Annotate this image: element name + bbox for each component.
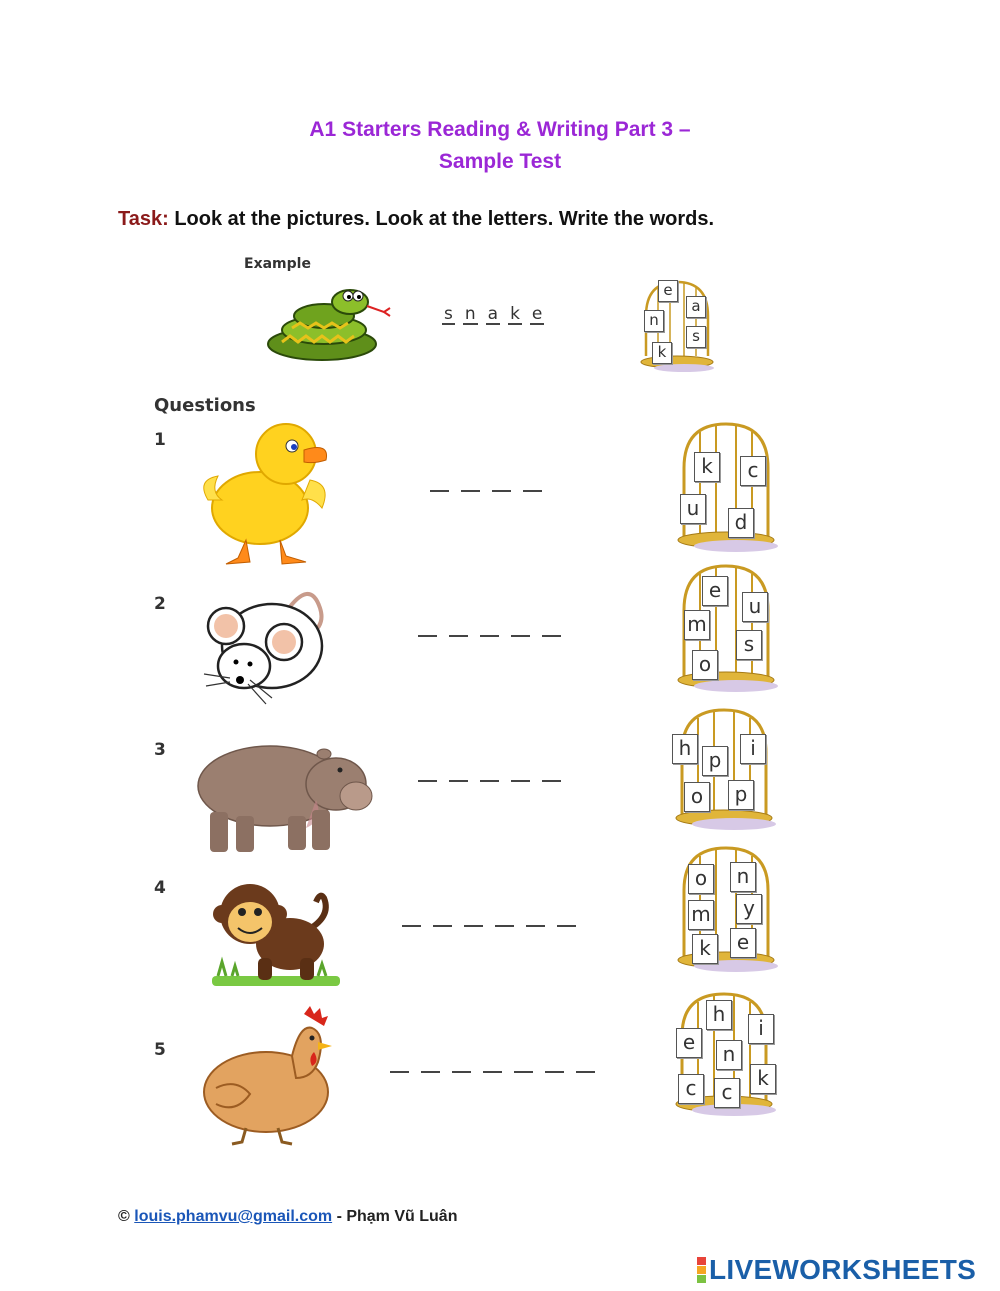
liveworksheets-brand-name: LIVEWORKSHEETS [709, 1254, 977, 1285]
cage-letter-tile: i [740, 734, 766, 764]
letter-blank[interactable] [511, 635, 530, 637]
letter-blank[interactable] [449, 635, 468, 637]
cage-letter-tile: e [658, 280, 678, 302]
duck-picture [198, 420, 333, 568]
letter-blank[interactable] [542, 635, 561, 637]
cage-letter-tile: p [702, 746, 728, 776]
chicken-picture [196, 1004, 336, 1148]
cage-letter-tile: c [678, 1074, 704, 1104]
letter-blank[interactable] [464, 925, 483, 927]
cage-letter-tile: k [652, 342, 672, 364]
cage-letter-tile: y [736, 894, 762, 924]
answer-blanks[interactable] [430, 490, 542, 492]
question-number: 2 [154, 594, 166, 614]
cage-letter-tile: p [728, 780, 754, 810]
cage-letter-tile: m [688, 900, 714, 930]
cage-letter-tile: o [684, 782, 710, 812]
example-letter: e [531, 304, 543, 324]
answer-blanks[interactable] [402, 925, 576, 927]
birdcage-icon [672, 418, 780, 554]
letter-blank[interactable] [418, 635, 437, 637]
cage-letter-tile: n [644, 310, 664, 332]
letter-blank[interactable] [430, 490, 449, 492]
cage-letter-tile: o [688, 864, 714, 894]
cage-letter-tile: u [680, 494, 706, 524]
cage-letter-tile: u [742, 592, 768, 622]
letter-blank[interactable] [418, 780, 437, 782]
hippo-picture [196, 732, 374, 858]
example-letter: a [487, 304, 499, 324]
letter-blank[interactable] [523, 490, 542, 492]
letter-blank[interactable] [461, 490, 480, 492]
author-name: - Phạm Vũ Luân [336, 1208, 458, 1225]
task-instruction [118, 208, 714, 231]
example-letter: k [510, 304, 520, 324]
letter-cage [670, 988, 782, 1118]
cage-letter-tile: i [748, 1014, 774, 1044]
cage-letter-tile: k [694, 452, 720, 482]
letter-blank[interactable] [545, 1071, 564, 1073]
copyright-symbol: © [118, 1208, 130, 1225]
example-letter: n [464, 304, 476, 324]
example-letter-cage [636, 276, 718, 374]
cage-letter-tile: s [686, 326, 706, 348]
cage-letter-tile: h [672, 734, 698, 764]
letter-blank[interactable] [452, 1071, 471, 1073]
cage-letter-tile: m [684, 610, 710, 640]
letter-cage [668, 704, 780, 832]
monkey-picture [208, 878, 344, 990]
cage-letter-tile: n [716, 1040, 742, 1070]
cage-letter-tile: c [740, 456, 766, 486]
letter-blank[interactable] [492, 490, 511, 492]
liveworksheets-logo-icon [697, 1257, 706, 1283]
letter-blank[interactable] [449, 780, 468, 782]
letter-blank[interactable] [421, 1071, 440, 1073]
answer-blanks[interactable] [418, 780, 561, 782]
page-title-line1: A1 Starters Reading & Writing Part 3 – [309, 118, 691, 141]
letter-blank[interactable] [511, 780, 530, 782]
answer-blanks[interactable] [390, 1071, 595, 1073]
cage-letter-tile: s [736, 630, 762, 660]
letter-blank[interactable] [576, 1071, 595, 1073]
question-number: 5 [154, 1040, 166, 1060]
question-number: 3 [154, 740, 166, 760]
letter-blank[interactable] [483, 1071, 502, 1073]
cage-letter-tile: e [676, 1028, 702, 1058]
letter-blank[interactable] [390, 1071, 409, 1073]
cage-letter-tile: o [692, 650, 718, 680]
letter-blank[interactable] [557, 925, 576, 927]
question-number: 1 [154, 430, 166, 450]
letter-blank[interactable] [495, 925, 514, 927]
letter-blank[interactable] [480, 780, 499, 782]
letter-blank[interactable] [526, 925, 545, 927]
snake-picture [262, 282, 394, 372]
mouse-picture [200, 582, 330, 706]
letter-blank[interactable] [514, 1071, 533, 1073]
example-answer-word [442, 305, 544, 325]
page-title-line2: Sample Test [438, 150, 562, 173]
questions-heading: Questions [154, 395, 256, 416]
cage-letter-tile: d [728, 508, 754, 538]
cage-letter-tile: e [702, 576, 728, 606]
question-number: 4 [154, 878, 166, 898]
footer-credit [118, 1208, 457, 1226]
cage-letter-tile: a [686, 296, 706, 318]
answer-blanks[interactable] [418, 635, 561, 637]
letter-blank[interactable] [480, 635, 499, 637]
letter-blank[interactable] [542, 780, 561, 782]
letter-cage [672, 842, 780, 974]
letter-blank[interactable] [402, 925, 421, 927]
cage-letter-tile: e [730, 928, 756, 958]
example-letter: s [444, 304, 453, 324]
cage-letter-tile: n [730, 862, 756, 892]
cage-letter-tile: c [714, 1078, 740, 1108]
task-label: Task: [118, 208, 169, 230]
liveworksheets-logo[interactable] [697, 1254, 976, 1286]
author-email-link[interactable]: louis.phamvu@gmail.com [134, 1208, 333, 1225]
letter-cage [672, 560, 780, 694]
letter-cage [672, 418, 780, 554]
cage-letter-tile: k [750, 1064, 776, 1094]
cage-letter-tile: h [706, 1000, 732, 1030]
letter-blank[interactable] [433, 925, 452, 927]
example-heading: Example [244, 256, 311, 272]
cage-letter-tile: k [692, 934, 718, 964]
task-text: Look at the pictures. Look at the letters. Write the words. [174, 208, 715, 230]
